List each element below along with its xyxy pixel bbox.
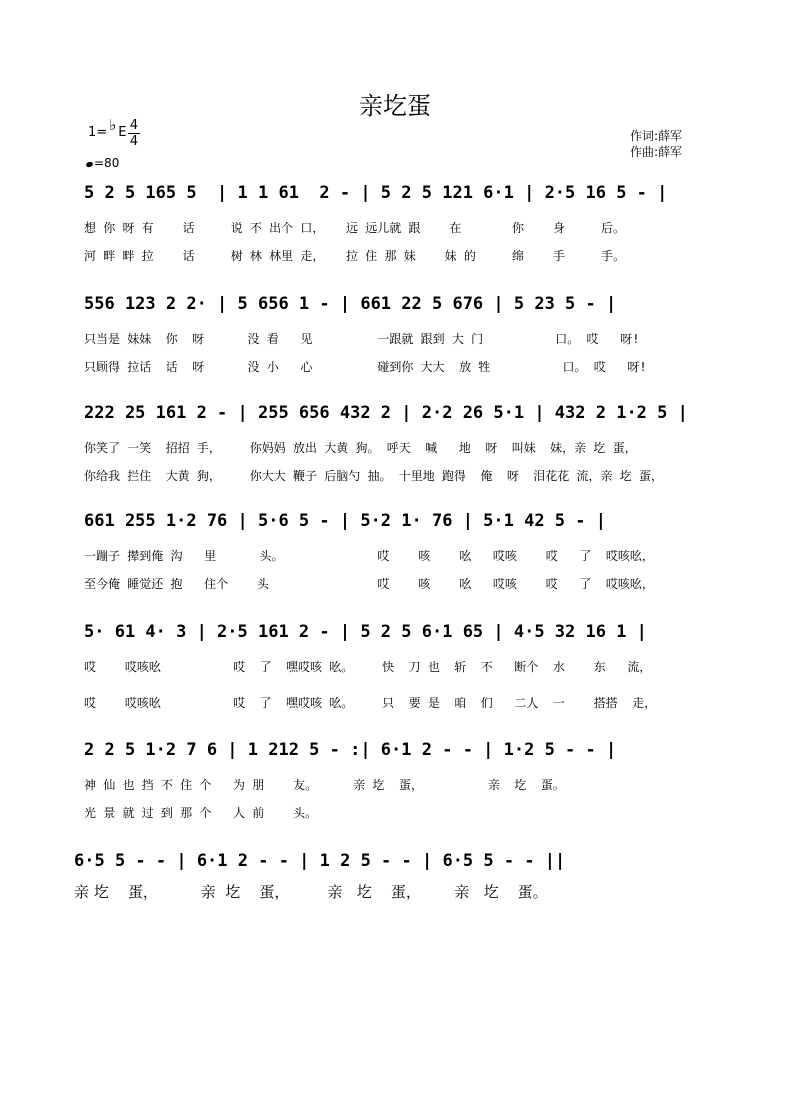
lyrics-verse-1: 一蹦子 撵到俺 沟 里 头。 哎 咳 吆 哎咳 哎 了 哎咳吆， bbox=[84, 549, 654, 563]
score-title: 亲圪蛋 bbox=[359, 92, 431, 120]
lyrics-verse-1: 想 你 呀 有 话 说 不 出个 口， 远 远儿就 跟 在 你 身 后。 bbox=[84, 221, 625, 235]
lyrics-verse-2: 只顾得 拉话 话 呀 没 小 心 碰到你 大大 放 牲 口。 哎 呀! bbox=[84, 360, 647, 374]
lyrics-verse-2: 你给我 拦住 大黄 狗， 你大大 鞭子 后脑勺 抽。 十里地 跑得 俺 呀 泪花花 流，亲 圪 蛋， bbox=[84, 469, 663, 483]
notation-line: 661 255 1·2 76 | 5·6 5 - | 5·2 1· 76 | 5·1 42 5 - | bbox=[84, 511, 606, 531]
time-signature bbox=[128, 118, 140, 149]
lyrics-verse-2: 河 畔 畔 拉 话 树 林 林里 走， 拉 住 那 妹 妹 的 绵 手 手。 bbox=[84, 249, 625, 263]
lyrics-verse-1: 哎 哎咳吆 哎 了 嘿哎咳 吆。 快 刀 也 斩 不 断个 水 东 流， bbox=[84, 660, 652, 674]
tempo-marking bbox=[86, 156, 119, 170]
lyrics-verse-1: 你笑了 一笑 招招 手， 你妈妈 放出 大黄 狗。 呼天 喊 地 呀 叫妹 妹，亲 圪 蛋， bbox=[84, 441, 637, 455]
notation-line: 556 123 2 2· | 5 656 1 - | 661 22 5 676 | 5 23 5 - | bbox=[84, 294, 617, 314]
lyricist: 作词:薛军 bbox=[630, 129, 683, 143]
flat-symbol: ♭ bbox=[109, 116, 117, 134]
key-letter: E bbox=[118, 125, 127, 140]
composer: 作曲:薛军 bbox=[630, 145, 683, 159]
notation-line: 222 25 161 2 - | 255 656 432 2 | 2·2 26 5·1 | 432 2 1·2 5 | bbox=[84, 403, 688, 423]
key-signature bbox=[88, 116, 127, 140]
notation-line: 6·5 5 - - | 6·1 2 - - | 1 2 5 - - | 6·5 5 - - || bbox=[74, 851, 566, 871]
key-prefix: 1= bbox=[88, 125, 108, 140]
notation-line: 5· 61 4· 3 | 2·5 161 2 - | 5 2 5 6·1 65 | 4·5 32 16 1 | bbox=[84, 622, 647, 642]
notation-line: 2 2 5 1·2 7 6 | 1 212 5 - :| 6·1 2 - - | 1·2 5 - - | bbox=[84, 740, 617, 760]
quarter-note-icon bbox=[85, 161, 93, 168]
lyrics-verse-1: 亲 圪 蛋， 亲 圪 蛋， 亲 圪 蛋， 亲 圪 蛋。 bbox=[74, 883, 548, 901]
meter-bottom: 4 bbox=[129, 134, 139, 149]
lyrics-verse-1: 神 仙 也 挡 不 住 个 为 朋 友。 亲 圪 蛋， 亲 圪 蛋。 bbox=[84, 778, 565, 792]
notation-line: 5 2 5 165 5 | 1 1 61 2 - | 5 2 5 121 6·1 | 2·5 16 5 - | bbox=[84, 183, 668, 203]
lyrics-verse-2: 至今俺 睡觉还 抱 住个 头 哎 咳 吆 哎咳 哎 了 哎咳吆， bbox=[84, 577, 654, 591]
lyrics-verse-1: 只当是 妹妹 你 呀 没 看 见 一跟就 跟到 大 门 口。 哎 呀! bbox=[84, 332, 640, 346]
tempo-value: =80 bbox=[94, 156, 120, 170]
lyrics-verse-2: 光 景 就 过 到 那 个 人 前 头。 bbox=[84, 806, 318, 820]
lyrics-verse-2: 哎 哎咳吆 哎 了 嘿哎咳 吆。 只 要 是 咱 们 二人 一 搭搭 走， bbox=[84, 696, 657, 710]
credits bbox=[630, 128, 682, 160]
meter-top: 4 bbox=[129, 118, 139, 133]
